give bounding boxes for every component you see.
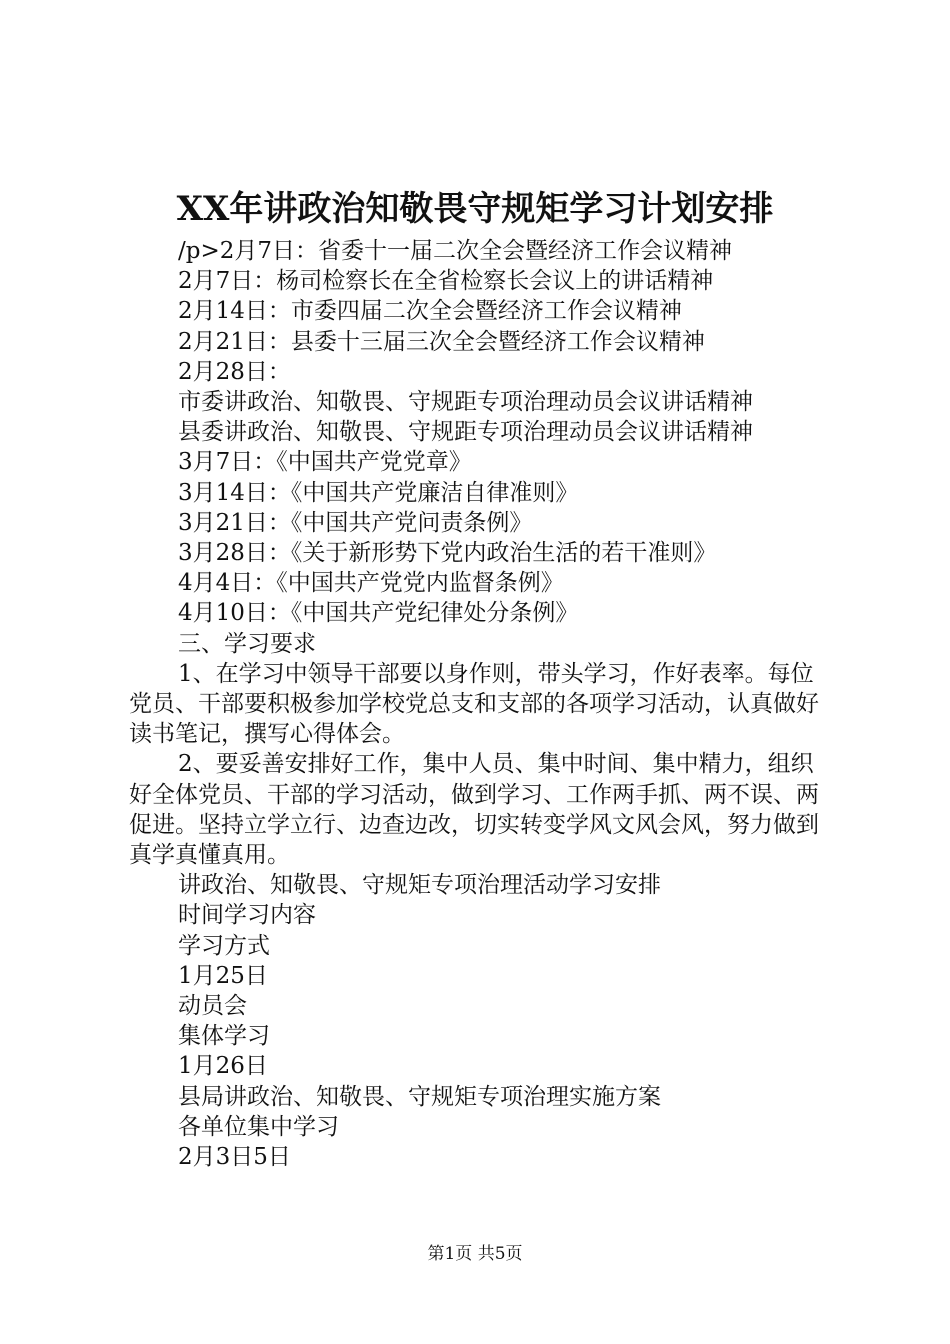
schedule-line: 县委讲政治、知敬畏、守规距专项治理动员会议讲话精神 <box>178 419 753 446</box>
schedule-line: 2月28日： <box>178 358 291 385</box>
table-cell: 时间学习内容 <box>178 902 316 929</box>
page-number-footer: 第1页 共5页 <box>427 1244 523 1264</box>
schedule-line: 3月28日：《关于新形势下党内政治生活的若干准则》 <box>178 540 717 567</box>
schedule-line: /p>2月7日：省委十一届二次全会暨经济工作会议精神 <box>178 238 733 264</box>
table-cell: 学习方式 <box>178 932 270 959</box>
schedule-line: 2月7日：杨司检察长在全省检察长会议上的讲话精神 <box>178 268 714 295</box>
schedule-line: 4月10日：《中国共产党纪律处分条例》 <box>178 600 579 627</box>
table-cell: 1月25日 <box>178 962 268 989</box>
schedule-line: 2月21日：县委十三届三次全会暨经济工作会议精神 <box>178 328 705 355</box>
document-title: XX年讲政治知敬畏守规矩学习计划安排 <box>176 189 774 229</box>
table-caption: 讲政治、知敬畏、守规矩专项治理活动学习安排 <box>178 872 661 899</box>
requirement-paragraph: 1、在学习中领导干部要以身作则，带头学习，作好表率。每位党员、干部要积极参加学校党总支和支部的各项学习活动，认真做好读书笔记，撰写心得体会。 <box>129 660 819 748</box>
table-cell: 集体学习 <box>178 1023 270 1050</box>
schedule-line: 3月7日：《中国共产党党章》 <box>178 449 472 476</box>
section-heading: 三、学习要求 <box>178 630 316 657</box>
schedule-line: 3月21日：《中国共产党问责条例》 <box>178 509 533 536</box>
requirement-paragraph: 2、要妥善安排好工作，集中人员、集中时间、集中精力，组织好全体党员、干部的学习活动，做到学习、工作两手抓、两不误、两促进。坚持立学立行、边查边改，切实转变学风文风会风，努力做到真学真懂真用。 <box>129 751 819 869</box>
schedule-line: 2月14日：市委四届二次全会暨经济工作会议精神 <box>178 298 682 325</box>
schedule-line: 4月4日：《中国共产党党内监督条例》 <box>178 570 564 597</box>
table-cell: 各单位集中学习 <box>178 1113 339 1140</box>
table-cell: 县局讲政治、知敬畏、守规矩专项治理实施方案 <box>178 1083 661 1110</box>
document-body <box>129 236 829 1172</box>
schedule-line: 3月14日：《中国共产党廉洁自律准则》 <box>178 479 579 506</box>
schedule-line: 市委讲政治、知敬畏、守规距专项治理动员会议讲话精神 <box>178 389 753 416</box>
table-cell: 1月26日 <box>178 1053 268 1080</box>
table-cell: 动员会 <box>178 993 247 1020</box>
table-cell: 2月3日5日 <box>178 1144 291 1171</box>
